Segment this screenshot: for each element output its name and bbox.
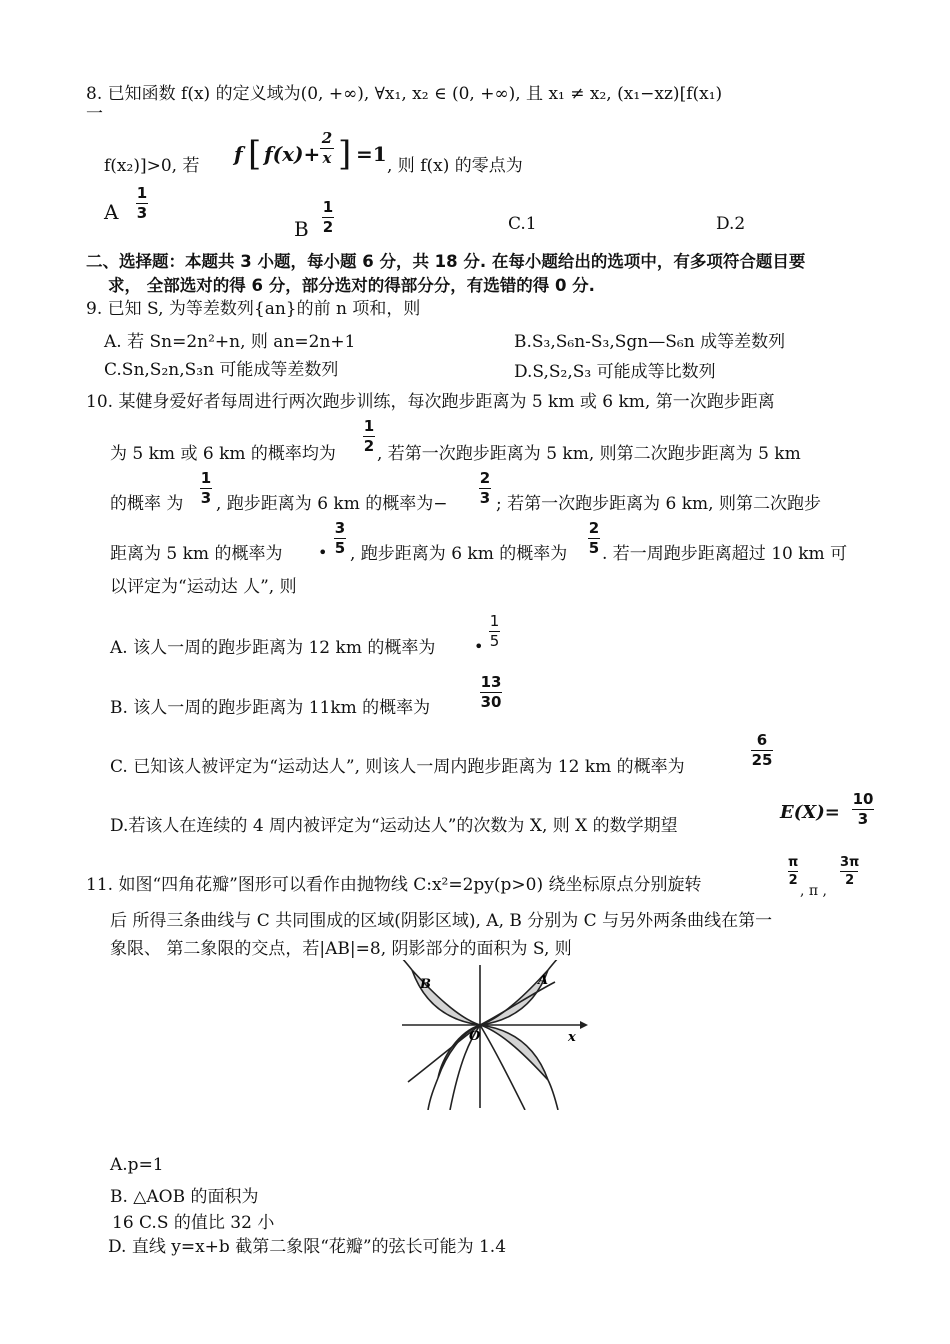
q10-stem-line2-end: , 若第一次跑步距离为 5 km, 则第二次跑步距离为 5 km bbox=[377, 444, 801, 464]
q8-formula-fraction bbox=[320, 130, 334, 167]
q10-option-d-den: 3 bbox=[857, 810, 869, 828]
q8-stem-line1-continuation: 一 bbox=[86, 104, 103, 124]
q10-stem-line4-start: 距离为 5 km 的概率为 bbox=[110, 544, 283, 564]
q9-option-b: B.S₃,S₆n-S₃,Sgn—S₆n 成等差数列 bbox=[514, 332, 786, 352]
q11-label-x: x bbox=[568, 1030, 576, 1045]
q11-rotation-pi-over-2-den: 2 bbox=[788, 873, 798, 888]
q11-rotation-separator: , π , bbox=[800, 883, 828, 899]
q11-option-a: A.p=1 bbox=[110, 1155, 164, 1175]
q11-rotation-3pi-over-2-num: 3π bbox=[840, 855, 860, 870]
q8-option-a-den: 3 bbox=[136, 204, 148, 222]
q10-option-c-fraction bbox=[751, 732, 773, 769]
q10-fraction-two-fifths-den: 5 bbox=[588, 539, 600, 557]
q9-option-a: A. 若 Sn=2n²+n, 则 an=2n+1 bbox=[104, 332, 356, 352]
q10-fraction-third-num: 1 bbox=[200, 469, 212, 487]
section2-heading-line2: 求， 全部选对的得 6 分，部分选对的得部分分，有选错的得 0 分. bbox=[108, 276, 595, 295]
q8-formula bbox=[234, 130, 394, 180]
q11-x-axis-arrow bbox=[580, 1021, 588, 1029]
q10-stem-line3-mid: , 跑步距离为 6 km 的概率为− bbox=[216, 494, 448, 514]
q9-option-d: D.S,S₂,S₃ 可能成等比数列 bbox=[514, 362, 716, 382]
q10-stem-line4-end: . 若一周跑步距离超过 10 km 可 bbox=[602, 544, 848, 564]
q10-option-d-num: 10 bbox=[852, 790, 874, 808]
q11-option-d: D. 直线 y=x+b 截第二象限“花瓣”的弦长可能为 1.4 bbox=[108, 1237, 507, 1257]
q10-option-b-num: 13 bbox=[480, 673, 502, 691]
q10-fraction-half-num: 1 bbox=[363, 417, 375, 435]
q10-stem-line3-start: 的概率 为 bbox=[110, 494, 184, 514]
q11-rotation-3pi-over-2 bbox=[840, 855, 859, 888]
section2-heading-line1: 二、选择题：本题共 3 小题，每小题 6 分，共 18 分. 在每小题给出的选项中，有多项符合题目要 bbox=[86, 252, 806, 271]
q10-stem-line1: 10. 某健身爱好者每周进行两次跑步训练，每次跑步距离为 5 km 或 6 km, 第一次跑步距离 bbox=[86, 392, 775, 412]
q10-fraction-half-den: 2 bbox=[363, 437, 375, 455]
q8-option-b-den: 2 bbox=[322, 218, 334, 236]
q8-formula-frac-den: x bbox=[322, 149, 332, 167]
q10-option-a-dot: • bbox=[474, 637, 484, 656]
q10-fraction-half bbox=[363, 418, 375, 455]
q10-option-d-expr: E(X)= bbox=[780, 802, 840, 823]
q8-stem-line1: 8. 已知函数 f(x) 的定义域为(0, +∞), ∀x₁, x₂ ∈ (0, +∞), 且 x₁ ≠ x₂, (x₁−xz)[f(x₁) bbox=[86, 84, 723, 104]
q11-option-b-value-and-c: 16 C.S 的值比 32 小 bbox=[112, 1213, 275, 1233]
q8-formula-frac-num: 2 bbox=[321, 129, 333, 147]
q8-option-c: C.1 bbox=[508, 214, 537, 234]
q10-fraction-two-thirds-den: 3 bbox=[479, 489, 491, 507]
q10-option-d: D.若该人在连续的 4 周内被评定为“运动达人”的次数为 X, 则 X 的数学期望 bbox=[110, 816, 678, 836]
q10-option-b-den: 30 bbox=[480, 693, 502, 711]
q8-option-a-label: A bbox=[104, 200, 119, 224]
q10-fraction-third bbox=[200, 470, 212, 507]
q10-fraction-two-fifths-num: 2 bbox=[588, 519, 600, 537]
q11-stem-line3: 象限、 第二象限的交点，若|AB|=8, 阴影部分的面积为 S, 则 bbox=[110, 939, 572, 959]
q11-petal-bottom-right bbox=[480, 1025, 548, 1080]
q10-option-a-fraction bbox=[489, 613, 500, 650]
q10-fraction-two-thirds-num: 2 bbox=[479, 469, 491, 487]
q8-option-a-num: 1 bbox=[136, 184, 148, 202]
q8-option-b-label: B bbox=[294, 217, 309, 241]
q10-dot-marker: • bbox=[318, 543, 328, 562]
q11-stem-line2: 后 所得三条曲线与 C 共同围成的区域(阴影区域), A, B 分别为 C 与另外两条曲线在第一 bbox=[110, 911, 773, 931]
q10-fraction-three-fifths-num: 3 bbox=[334, 519, 346, 537]
q10-fraction-third-den: 3 bbox=[200, 489, 212, 507]
q11-figure bbox=[400, 960, 600, 1110]
q8-formula-right-bracket: ] bbox=[338, 134, 352, 174]
q8-formula-f: f bbox=[234, 142, 243, 166]
q10-fraction-three-fifths bbox=[334, 520, 346, 557]
q11-label-b: B bbox=[420, 977, 431, 992]
q9-option-c: C.Sn,S₂n,S₃n 可能成等差数列 bbox=[104, 360, 339, 380]
q10-option-c-den: 25 bbox=[751, 751, 773, 769]
q11-stem-line1: 11. 如图“四角花瓣”图形可以看作由抛物线 C:x²=2py(p>0) 绕坐标原点分别旋转 bbox=[86, 875, 702, 895]
q11-label-o: O bbox=[469, 1029, 481, 1044]
q11-option-b: B. △AOB 的面积为 bbox=[110, 1187, 259, 1207]
q8-stem-line2-start: f(x₂)]>0, 若 bbox=[104, 156, 200, 176]
q10-option-b: B. 该人一周的跑步距离为 11km 的概率为 bbox=[110, 698, 431, 718]
q8-option-d: D.2 bbox=[716, 214, 746, 234]
q8-formula-eq: =1 bbox=[356, 142, 387, 166]
q10-fraction-three-fifths-den: 5 bbox=[334, 539, 346, 557]
q10-fraction-two-fifths bbox=[588, 520, 600, 557]
q10-stem-line2-start: 为 5 km 或 6 km 的概率均为 bbox=[110, 444, 336, 464]
q10-option-a-den: 5 bbox=[489, 632, 500, 650]
q10-option-d-fraction bbox=[852, 791, 874, 828]
q8-option-b-num: 1 bbox=[322, 198, 334, 216]
q10-stem-line5: 以评定为“运动达 人”, 则 bbox=[110, 577, 297, 597]
q8-option-b-fraction bbox=[322, 199, 334, 236]
q10-option-a: A. 该人一周的跑步距离为 12 km 的概率为 bbox=[110, 638, 436, 658]
q11-label-a: A bbox=[538, 973, 549, 988]
q8-option-a-fraction bbox=[136, 185, 148, 222]
q8-formula-inner: f(x)+ bbox=[264, 142, 321, 166]
q10-stem-line3-end: ; 若第一次跑步距离为 6 km, 则第二次跑步 bbox=[496, 494, 821, 514]
q10-option-c-num: 6 bbox=[756, 731, 768, 749]
q10-stem-line4-mid: , 跑步距离为 6 km 的概率为 bbox=[350, 544, 568, 564]
q8-formula-left-bracket: [ bbox=[248, 134, 262, 174]
q11-rotation-pi-over-2 bbox=[788, 855, 798, 888]
q11-rotation-pi-over-2-num: π bbox=[788, 855, 799, 870]
q10-option-a-num: 1 bbox=[489, 612, 500, 630]
q8-stem-line2-end: , 则 f(x) 的零点为 bbox=[387, 156, 523, 176]
q10-option-b-fraction bbox=[480, 674, 502, 711]
q10-fraction-two-thirds bbox=[479, 470, 491, 507]
q9-stem: 9. 已知 S, 为等差数列{an}的前 n 项和，则 bbox=[86, 299, 421, 319]
q10-option-c: C. 已知该人被评定为“运动达人”, 则该人一周内跑步距离为 12 km 的概率为 bbox=[110, 757, 685, 777]
q11-rotation-3pi-over-2-den: 2 bbox=[845, 873, 855, 888]
